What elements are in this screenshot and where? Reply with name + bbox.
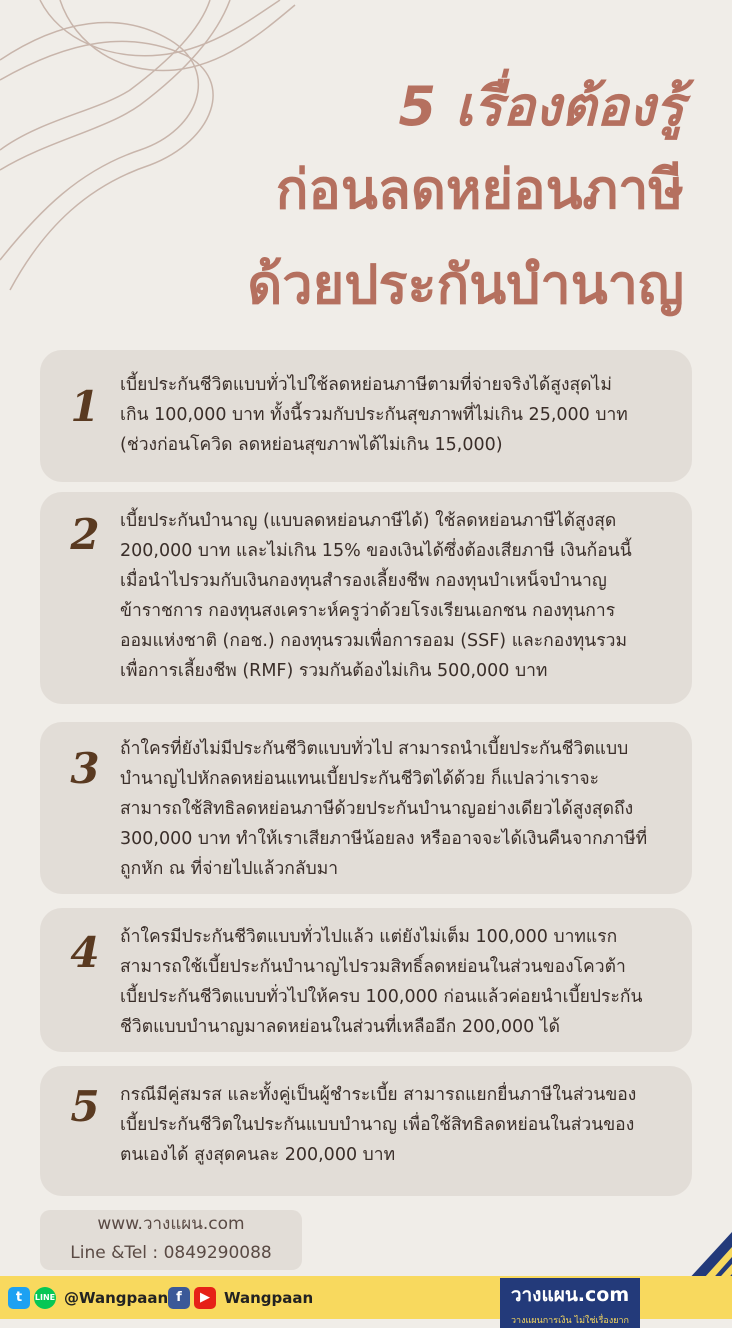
twitter-icon[interactable]: t (8, 1287, 30, 1309)
brand-tagline: วางแผนการเงิน ไม่ใช่เรื่องยาก (500, 1312, 640, 1328)
info-card-1 (40, 350, 692, 482)
text-line: เกิน 100,000 บาท ทั้งนี้รวมกับประกันสุขภาพที่ไม่เกิน 25,000 บาท (120, 405, 628, 425)
text-line: ออมแห่งชาติ (กอช.) กองทุนรวมเพื่อการออม (SSF) และกองทุนรวม (120, 631, 628, 651)
text-line: ถูกหัก ณ ที่จ่ายไปแล้วกลับมา (120, 859, 339, 879)
text-line: 200,000 บาท และไม่เกิน 15% ของเงินได้ซึ่งต้องเสียภาษี เงินก้อนนี้ (120, 541, 632, 561)
text-line: ข้าราชการ กองทุนสงเคราะห์ครูว่าด้วยโรงเรียนเอกชน กองทุนการ (120, 601, 616, 621)
text-line: เบี้ยประกันชีวิตแบบทั่วไปให้ครบ 100,000 ก่อนแล้วค่อยนำเบี้ยประกัน (120, 987, 643, 1007)
text-line: สามารถใช้เบี้ยประกันบำนาญไปรวมสิทธิ์ลดหย่อนในส่วนของโควต้า (120, 957, 626, 977)
info-card-5 (40, 1066, 692, 1196)
social-group-1 (8, 1276, 168, 1319)
text-line: ตนเองได้ สูงสุดคนละ 200,000 บาท (120, 1145, 396, 1165)
title-line-1: 5 เรื่องต้องรู้ (398, 75, 684, 138)
footer-bar (0, 1276, 732, 1326)
text-line: เบี้ยประกันบำนาญ (แบบลดหย่อนภาษีได้) ใช้ลดหย่อนภาษีได้สูงสุด (120, 511, 617, 531)
item-number: 1 (70, 382, 100, 431)
info-card-4 (40, 908, 692, 1052)
item-number: 3 (70, 744, 100, 793)
text-line: กรณีมีคู่สมรส และทั้งคู่เป็นผู้ชำระเบี้ย สามารถแยกยื่นภาษีในส่วนของ (120, 1085, 637, 1105)
text-line: บำนาญไปหักลดหย่อนแทนเบี้ยประกันชีวิตได้ด้วย ก็แปลว่าเราจะ (120, 769, 600, 789)
text-line: ชีวิตแบบบำนาญมาลดหย่อนในส่วนที่เหลืออีก 200,000 ได้ (120, 1017, 560, 1037)
social-group-2 (168, 1276, 313, 1319)
text-line: 300,000 บาท ทำให้เราเสียภาษีน้อยลง หรืออาจจะได้เงินคืนจากภาษีที่ (120, 829, 648, 849)
item-text (120, 1080, 682, 1170)
text-line: ถ้าใครที่ยังไม่มีประกันชีวิตแบบทั่วไป สามารถนำเบี้ยประกันชีวิตแบบ (120, 739, 629, 759)
item-text (120, 370, 682, 460)
brand-name: วางแผน.com (500, 1278, 640, 1312)
text-line: สามารถใช้สิทธิลดหย่อนภาษีด้วยประกันบำนาญอย่างเดียวได้สูงสุดถึง (120, 799, 634, 819)
title-line-2: ก่อนลดหย่อนภาษี (275, 158, 684, 221)
phone-number: Line &Tel : 0849290088 (70, 1243, 272, 1263)
item-number: 4 (70, 928, 100, 977)
facebook-icon[interactable]: f (168, 1287, 190, 1309)
text-line: เพื่อการเลี้ยงชีพ (RMF) รวมกันต้องไม่เกิน 500,000 บาท (120, 661, 548, 681)
info-card-2 (40, 492, 692, 704)
item-text (120, 734, 682, 884)
contact-box (40, 1210, 302, 1270)
social-handle-1[interactable]: @Wangpaan (64, 1288, 169, 1307)
text-line: (ช่วงก่อนโควิด ลดหย่อนสุขภาพได้ไม่เกิน 15,000) (120, 435, 503, 455)
title-line-3: ด้วยประกันบำนาญ (247, 253, 684, 316)
item-number: 5 (70, 1082, 100, 1131)
item-text (120, 922, 682, 1042)
item-number: 2 (70, 510, 100, 559)
brand-logo (500, 1278, 640, 1328)
text-line: ถ้าใครมีประกันชีวิตแบบทั่วไปแล้ว แต่ยังไม่เต็ม 100,000 บาทแรก (120, 927, 618, 947)
text-line: เบี้ยประกันชีวิตในประกันแบบบำนาญ เพื่อใช้สิทธิลดหย่อนในส่วนของ (120, 1115, 635, 1135)
youtube-icon[interactable]: ▶ (194, 1287, 216, 1309)
text-line: เมื่อนำไปรวมกับเงินกองทุนสำรองเลี้ยงชีพ กองทุนบำเหน็จบำนาญ (120, 571, 607, 591)
website-link[interactable]: www.วางแผน.com (97, 1214, 245, 1234)
text-line: เบี้ยประกันชีวิตแบบทั่วไปใช้ลดหย่อนภาษีตามที่จ่ายจริงได้สูงสุดไม่ (120, 375, 612, 395)
item-text (120, 506, 682, 686)
info-card-3 (40, 722, 692, 894)
social-handle-2[interactable]: Wangpaan (224, 1288, 314, 1307)
line-icon[interactable]: LINE (34, 1287, 56, 1309)
